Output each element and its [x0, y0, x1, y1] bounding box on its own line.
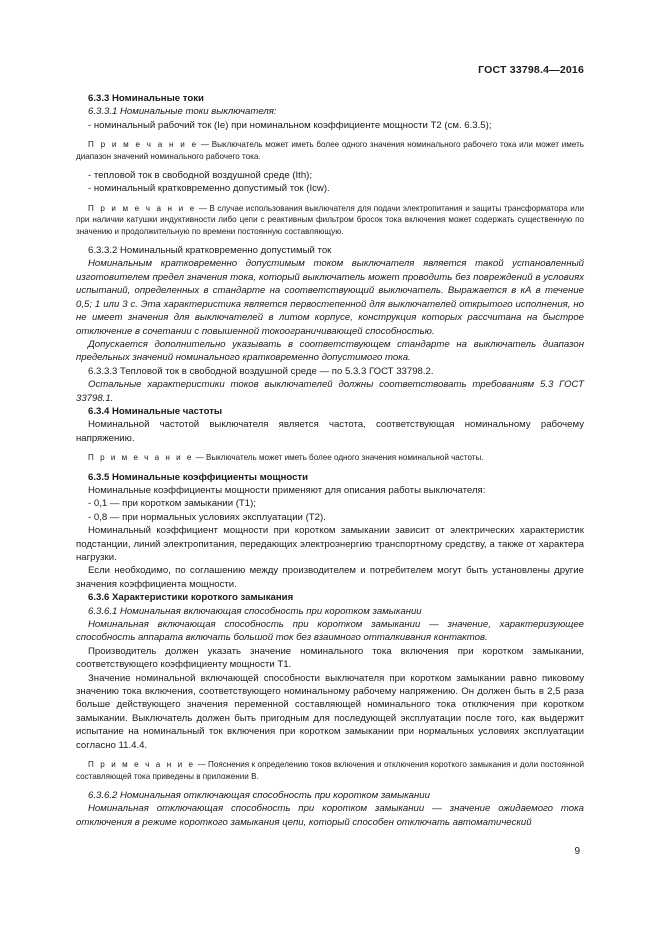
- note-text: — Пояснения к определению токов включения и отключения короткого замыкания и доли постоянной составляющей тока приведены в приложении В.: [76, 760, 584, 781]
- note-1: [76, 139, 584, 162]
- note-label: П р и м е ч а н и е: [88, 203, 197, 213]
- clause-6-3-3-3: 6.3.3.3 Тепловой ток в свободной воздушной среде — по 5.3.3 ГОСТ 33798.2.: [88, 365, 434, 377]
- page-number: 9: [574, 846, 580, 857]
- paragraph-power-factor-agreement: Если необходимо, по соглашению между производителем и потребителем могут быть установлены другие значения коэффициента мощности.: [76, 565, 584, 590]
- section-heading-6-3-3: 6.3.3 Номинальные токи: [88, 93, 204, 104]
- clause-6-3-6-1: 6.3.6.1 Номинальная включающая способность при коротком замыкании: [88, 605, 422, 617]
- paragraph-rated-frequency: Номинальной частотой выключателя является частота, соответствующая номинальному рабочему напряжению.: [76, 419, 584, 444]
- list-item-t2: - 0,8 — при нормальных условиях эксплуатации (Т2).: [88, 511, 326, 523]
- list-item-short-time-current: - номинальный кратковременно допустимый ток (Icw).: [88, 183, 330, 195]
- document-code-header: ГОСТ 33798.4—2016: [478, 64, 584, 76]
- clause-6-3-3-1: 6.3.3.1 Номинальные токи выключателя:: [88, 106, 277, 118]
- paragraph-additional-range: Допускается дополнительно указывать в соответствующем стандарте на выключатель диапазон предельных значений номинального кратковременно допустимого тока.: [76, 338, 584, 364]
- note-2: [76, 203, 584, 237]
- section-heading-6-3-6: 6.3.6 Характеристики короткого замыкания: [88, 592, 294, 604]
- paragraph-other-characteristics: Остальные характеристики токов выключателей должны соответствовать требованиям 5.3 ГОСТ 33798.1.: [76, 379, 584, 404]
- paragraph-power-factor-dependency: Номинальный коэффициент мощности при коротком замыкании зависит от электрических характеристик подстанции, линий электропитания, передающих электроэнергию транспортному средству, а также от характера нагрузки.: [76, 525, 584, 563]
- list-item-t1: - 0,1 — при коротком замыкании (Т1);: [88, 498, 256, 510]
- paragraph-power-factors: Номинальные коэффициенты мощности применяют для описания работы выключателя:: [88, 484, 486, 496]
- clause-6-3-3-2: 6.3.3.2 Номинальный кратковременно допустимый ток: [88, 245, 332, 257]
- note-4: [76, 759, 584, 782]
- note-3: [76, 452, 584, 463]
- note-text: — Выключатель может иметь более одного значения номинальной частоты.: [193, 453, 484, 463]
- note-label: П р и м е ч а н и е: [88, 140, 199, 150]
- note-label: П р и м е ч а н и е: [88, 453, 194, 463]
- section-heading-6-3-4: 6.3.4 Номинальные частоты: [88, 405, 223, 417]
- note-text: — В случае использования выключателя для подачи электропитания и защиты трансформатора или при наличии катушки индуктивности либо цепи с реактивным фильтром бросок тока включения может содержать существенную по значению и продолжительную по времени постоянную составляющую.: [76, 203, 584, 236]
- list-item-rated-current: - номинальный рабочий ток (Iе) при номинальном коэффициенте мощности Т2 (см. 6.3.5);: [88, 119, 492, 131]
- definition-making-capacity: Номинальная включающая способность при коротком замыкании — значение, характеризующее способность аппарата включать большой ток без взаимного отталкивания контактов.: [76, 619, 584, 644]
- list-item-thermal-current: - тепловой ток в свободной воздушной среде (Ith);: [88, 170, 313, 182]
- note-label: П р и м е ч а н и е: [88, 760, 196, 770]
- page-content: [76, 92, 584, 829]
- paragraph-manufacturer-value: Производитель должен указать значение номинального тока включения при коротком замыкании, соответствующего коэффициенту мощности Т1.: [76, 645, 584, 671]
- paragraph-making-capacity-value: Значение номинальной включающей способности выключателя при коротком замыкании равно пиковому значению тока включения, соответствующего номинальному рабочему напряжению. Он должен быть в 2,5 раза больше действующего значения переменной составляющей номинального тока отключения при коротком замыкании. Выключатель должен быть пригодным для последующей эксплуатации после того, как выдержит испытание на номинальный ток включения при коротком замыкании при нормальных условиях эксплуатации согласно 11.4.4.: [76, 672, 584, 751]
- section-heading-6-3-5: 6.3.5 Номинальные коэффициенты мощности: [88, 471, 309, 483]
- note-text: — Выключатель может иметь более одного значения номинального рабочего тока или может иметь диапазон значений номинального рабочего тока.: [76, 140, 584, 161]
- definition-short-time-current: Номинальным кратковременно допустимым током выключателя является такой установленный изготовителем предел значения тока, который выключатель может проводить без повреждений в условиях испытаний, определенных в стандарте на соответствующий выключатель. Выражается в кА в течение 0,5; 1 или 3 с. Эта характеристика является первостепенной для выключателей открытого исполнения, но не имеет значения для выключателей в литом корпусе, конструкция которых рассчитана на быстрое отключение в сочетании с повышенной токоограничивающей способностью.: [76, 258, 584, 337]
- clause-6-3-6-2: 6.3.6.2 Номинальная отключающая способность при коротком замыкании: [88, 789, 430, 801]
- definition-breaking-capacity: Номинальная отключающая способность при коротком замыкании — значение ожидаемого тока отключения в режиме короткого замыкания цепи, который способен отключать автоматический: [76, 803, 584, 828]
